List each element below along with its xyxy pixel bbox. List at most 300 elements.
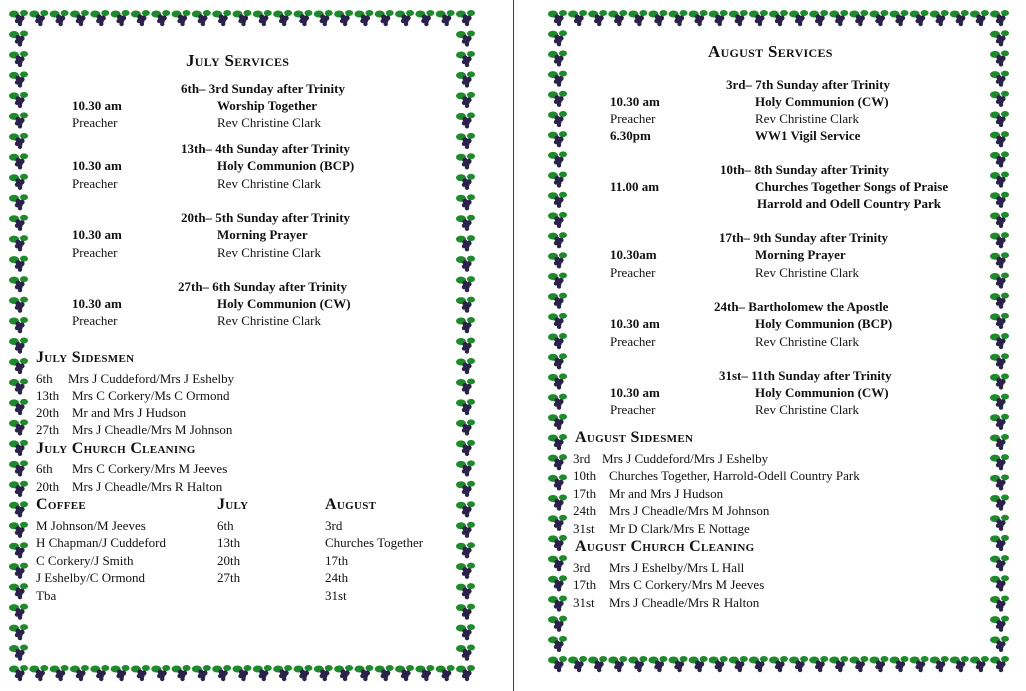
grape-vine-icon [253,10,272,26]
preacher-label: Preacher [610,402,656,417]
sidesmen-names: Mr D Clark/Mrs E Nottage [609,521,750,536]
grape-vine-icon [70,665,89,681]
service-date: 6th– 3rd Sunday after Trinity [181,81,345,96]
coffee-names: M Johnson/M Jeeves [36,518,146,533]
grape-vine-icon [869,656,888,672]
service-name: Morning Prayer [755,247,846,262]
grape-vine-icon [669,10,688,26]
grape-vine-icon [456,235,475,251]
grape-vine-icon [456,153,475,169]
grape-vine-icon [890,10,909,26]
grape-vine-icon [548,474,567,490]
page-divider [513,0,514,691]
grape-vine-icon [212,10,231,26]
service-date: 31st– 11th Sunday after Trinity [719,368,892,383]
coffee-july-date: 13th [217,535,241,550]
grape-vine-icon [253,665,272,681]
grape-vine-icon [990,434,1009,450]
coffee-july-header: July [217,496,249,513]
grape-vine-icon [890,656,909,672]
grape-vine-icon [689,10,708,26]
august-page [516,0,1026,691]
grape-vine-icon [990,595,1009,611]
grape-vine-icon [910,656,929,672]
sidesmen-day: 31st [573,521,595,536]
service-name: Holy Communion (BCP) [755,316,893,331]
grape-vine-icon [456,71,475,87]
preacher-name: Rev Christine Clark [217,115,321,130]
grape-vine-icon [548,353,567,369]
grape-vine-icon [990,71,1009,87]
service-time: 6.30pm [610,128,651,143]
grape-vine-icon [456,481,475,497]
grape-vine-icon [548,515,567,531]
service-time: 10.30 am [610,316,660,331]
grape-vine-icon [29,10,48,26]
service-name: Churches Together Songs of Praise [755,179,949,194]
grape-vine-icon [456,51,475,67]
service-time: 11.00 am [610,179,660,194]
sidesmen-names: Mrs J Cheadle/Mrs M Johnson [609,503,770,518]
grape-vine-icon [990,272,1009,288]
grape-vine-icon [849,10,868,26]
grape-vine-icon [456,522,475,538]
service-time: 10.30 am [72,227,122,242]
coffee-july-date: 20th [217,553,241,568]
grape-vine-icon [456,665,475,681]
grape-vine-icon [456,297,475,313]
grape-vine-icon [314,10,333,26]
grape-vine-icon [9,624,28,640]
grape-vine-icon [456,460,475,476]
grape-vine-icon [293,665,312,681]
grape-vine-icon [970,10,989,26]
grape-vine-icon [9,153,28,169]
grape-vine-icon [456,378,475,394]
sidesmen-day: 17th [573,486,597,501]
grape-vine-icon [990,151,1009,167]
grape-vine-icon [456,215,475,231]
coffee-august-date: 3rd [325,518,343,533]
grape-vine-icon [456,604,475,620]
preacher-name: Rev Christine Clark [755,334,859,349]
grape-vine-icon [9,235,28,251]
grape-vine-icon [990,474,1009,490]
coffee-august-header: August [325,496,377,513]
grape-vine-icon [9,215,28,231]
sidesmen-day: 24th [573,503,597,518]
preacher-name: Rev Christine Clark [755,402,859,417]
grape-vine-icon [628,656,647,672]
preacher-label: Preacher [610,334,656,349]
grape-vine-icon [548,71,567,87]
service-time: 10.30am [610,247,657,262]
august-cleaning-title: August Church Cleaning [575,538,755,555]
grape-vine-icon [334,10,353,26]
july-sidesmen-title: July Sidesmen [36,349,135,366]
grape-vine-icon [456,30,475,46]
grape-vine-icon [334,665,353,681]
grape-vine-icon [151,665,170,681]
grape-vine-icon [9,194,28,210]
service-location: Harrold and Odell Country Park [757,196,941,211]
grape-vine-icon [233,10,252,26]
grape-vine-icon [456,256,475,272]
grape-vine-icon [990,656,1009,672]
grape-vine-icon [930,656,949,672]
grape-vine-icon [456,317,475,333]
service-name: Holy Communion (CW) [755,385,889,400]
grape-vine-icon [9,256,28,272]
service-time: 10.30 am [72,296,122,311]
grape-vine-icon [548,595,567,611]
sidesmen-day: 6th [36,371,53,386]
grape-vine-icon [131,665,150,681]
service-date: 27th– 6th Sunday after Trinity [178,279,348,294]
grape-vine-icon [990,10,1009,26]
grape-vine-icon [849,656,868,672]
grape-vine-icon [568,656,587,672]
service-name: Holy Communion (CW) [755,94,889,109]
grape-vine-icon [456,624,475,640]
coffee-july-date: 27th [217,570,241,585]
grape-vine-icon [90,665,109,681]
grape-vine-icon [950,656,969,672]
grape-vine-icon [456,92,475,108]
grape-vine-icon [608,10,627,26]
grape-vine-icon [436,10,455,26]
grape-vine-icon [990,252,1009,268]
service-date: 20th– 5th Sunday after Trinity [181,210,351,225]
july-page [0,0,512,691]
coffee-august-date: Churches Together [325,535,424,550]
grape-vine-icon [568,10,587,26]
grape-vine-icon [548,313,567,329]
service-name: Morning Prayer [217,227,308,242]
grape-vine-icon [548,373,567,389]
service-time: 10.30 am [610,94,660,109]
service-date: 13th– 4th Sunday after Trinity [181,141,351,156]
grape-vine-icon [9,71,28,87]
grape-vine-icon [9,645,28,661]
grape-vine-icon [111,10,130,26]
preacher-label: Preacher [610,111,656,126]
grape-vine-icon [628,10,647,26]
grape-vine-icon [548,394,567,410]
service-time: 10.30 am [72,158,122,173]
grape-vine-icon [548,636,567,652]
grape-vine-icon [548,50,567,66]
grape-vine-icon [456,194,475,210]
grape-vine-icon [151,10,170,26]
preacher-label: Preacher [72,245,118,260]
grape-vine-icon [990,394,1009,410]
preacher-label: Preacher [610,265,656,280]
grape-vine-icon [729,656,748,672]
grape-vine-icon [548,454,567,470]
grape-vine-icon [9,297,28,313]
grape-vine-icon [608,656,627,672]
grape-vine-icon [990,414,1009,430]
grape-vine-icon [9,604,28,620]
coffee-names: J Eshelby/C Ormond [36,570,146,585]
grape-vine-icon [990,232,1009,248]
grape-vine-icon [9,10,28,26]
sidesmen-names: Mr and Mrs J Hudson [72,405,187,420]
service-name: Holy Communion (BCP) [217,158,355,173]
grape-vine-icon [829,656,848,672]
grape-vine-icon [172,665,191,681]
grape-vine-icon [548,30,567,46]
grape-vine-icon [192,665,211,681]
grape-vine-icon [548,535,567,551]
grape-vine-icon [395,665,414,681]
service-date: 24th– Bartholomew the Apostle [714,299,889,314]
grape-vine-icon [669,656,688,672]
july-services-title: July Services [186,51,290,70]
service-name: Holy Communion (CW) [217,296,351,311]
grape-vine-icon [548,10,567,26]
grape-vine-icon [50,665,69,681]
cleaning-names: Mrs C Corkery/Mrs M Jeeves [72,461,228,476]
grape-vine-icon [548,212,567,228]
service-time: 10.30 am [72,98,122,113]
preacher-label: Preacher [72,313,118,328]
grape-vine-icon [415,665,434,681]
grape-vine-icon [9,133,28,149]
coffee-july-date: 6th [217,518,234,533]
grape-vine-icon [990,515,1009,531]
grape-vine-icon [548,131,567,147]
service-date: 10th– 8th Sunday after Trinity [720,162,890,177]
grape-vine-icon [648,10,667,26]
grape-vine-icon [456,10,475,26]
grape-vine-icon [456,440,475,456]
grape-vine-icon [9,583,28,599]
grape-vine-icon [990,373,1009,389]
grape-vine-icon [436,665,455,681]
grape-vine-icon [990,333,1009,349]
grape-vine-icon [9,440,28,456]
grape-vine-icon [548,232,567,248]
grape-vine-icon [9,317,28,333]
grape-vine-icon [990,293,1009,309]
grape-vine-icon [970,656,989,672]
grape-vine-icon [990,212,1009,228]
coffee-august-date: 24th [325,570,349,585]
grape-vine-icon [990,495,1009,511]
cleaning-day: 20th [36,479,60,494]
august-services-title: August Services [708,42,833,61]
grape-vine-icon [131,10,150,26]
grape-vine-icon [990,575,1009,591]
cleaning-names: Mrs J Eshelby/Mrs L Hall [609,560,745,575]
preacher-name: Rev Christine Clark [217,176,321,191]
grape-vine-icon [9,174,28,190]
grape-vine-icon [990,172,1009,188]
grape-vine-icon [769,10,788,26]
grape-vine-icon [9,338,28,354]
grape-vine-icon [9,51,28,67]
grape-vine-icon [548,293,567,309]
grape-vine-icon [809,10,828,26]
grape-vine-icon [990,454,1009,470]
grape-vine-icon [990,111,1009,127]
cleaning-names: Mrs J Cheadle/Mrs R Halton [609,595,760,610]
grape-vine-icon [990,353,1009,369]
grape-vine-icon [9,522,28,538]
grape-vine-icon [9,460,28,476]
grape-vine-icon [990,131,1009,147]
grape-vine-icon [809,656,828,672]
grape-vine-icon [9,276,28,292]
grape-vine-icon [9,378,28,394]
grape-vine-icon [9,501,28,517]
preacher-label: Preacher [72,176,118,191]
grape-vine-icon [648,656,667,672]
grape-vine-icon [233,665,252,681]
grape-vine-icon [548,575,567,591]
grape-vine-icon [990,313,1009,329]
grape-vine-icon [314,665,333,681]
grape-vine-icon [588,656,607,672]
grape-vine-icon [548,151,567,167]
grape-vine-icon [548,111,567,127]
grape-vine-icon [354,665,373,681]
grape-vine-icon [456,542,475,558]
cleaning-names: Mrs J Cheadle/Mrs R Halton [72,479,223,494]
cleaning-day: 3rd [573,560,591,575]
cleaning-names: Mrs C Corkery/Mrs M Jeeves [609,577,765,592]
grape-vine-icon [456,645,475,661]
grape-vine-icon [456,419,475,435]
grape-vine-icon [749,656,768,672]
grape-vine-icon [548,616,567,632]
grape-vine-icon [456,133,475,149]
preacher-name: Rev Christine Clark [217,245,321,260]
grape-vine-icon [990,192,1009,208]
preacher-name: Rev Christine Clark [217,313,321,328]
grape-vine-icon [375,665,394,681]
grape-vine-icon [990,91,1009,107]
grape-vine-icon [789,10,808,26]
august-sidesmen-title: August Sidesmen [575,429,694,446]
coffee-names: H Chapman/J Cuddeford [36,535,166,550]
preacher-label: Preacher [72,115,118,130]
grape-vine-icon [456,174,475,190]
grape-vine-icon [172,10,191,26]
grape-vine-icon [769,656,788,672]
grape-vine-icon [456,112,475,128]
service-date: 3rd– 7th Sunday after Trinity [726,77,890,92]
grape-vine-icon [709,10,728,26]
grape-vine-icon [456,563,475,579]
grape-vine-icon [9,481,28,497]
coffee-names: C Corkery/J Smith [36,553,134,568]
grape-vine-icon [293,10,312,26]
grape-vine-icon [548,656,567,672]
cleaning-day: 31st [573,595,595,610]
grape-vine-icon [869,10,888,26]
grape-vine-icon [548,272,567,288]
grape-vine-icon [456,399,475,415]
coffee-names: Tba [36,588,57,603]
service-time: 10.30 am [610,385,660,400]
grape-vine-icon [354,10,373,26]
grape-vine-icon [749,10,768,26]
grape-vine-icon [548,333,567,349]
grape-vine-icon [395,10,414,26]
grape-vine-icon [456,501,475,517]
grape-vine-icon [212,665,231,681]
coffee-august-date: 31st [325,588,347,603]
grape-vine-icon [50,10,69,26]
grape-vine-icon [548,434,567,450]
sidesmen-day: 3rd [573,451,591,466]
preacher-name: Rev Christine Clark [755,111,859,126]
preacher-name: Rev Christine Clark [755,265,859,280]
sidesmen-names: Churches Together, Harrold-Odell Country Park [609,468,860,483]
grape-vine-icon [588,10,607,26]
grape-vine-icon [456,583,475,599]
grape-vine-icon [29,665,48,681]
grape-vine-icon [990,30,1009,46]
grape-vine-icon [729,10,748,26]
grape-vine-icon [829,10,848,26]
grape-vine-icon [9,419,28,435]
sidesmen-names: Mr and Mrs J Hudson [609,486,724,501]
sidesmen-day: 20th [36,405,60,420]
grape-vine-icon [548,192,567,208]
grape-vine-icon [990,535,1009,551]
sidesmen-day: 27th [36,422,60,437]
grape-vine-icon [990,616,1009,632]
grape-vine-icon [456,338,475,354]
grape-vine-icon [789,656,808,672]
grape-vine-icon [415,10,434,26]
grape-vine-icon [9,358,28,374]
cleaning-day: 17th [573,577,597,592]
grape-vine-icon [192,10,211,26]
sidesmen-names: Mrs J Cuddeford/Mrs J Eshelby [602,451,769,466]
grape-vine-icon [709,656,728,672]
grape-vine-icon [9,399,28,415]
service-name: Worship Together [217,98,318,113]
sidesmen-day: 10th [573,468,597,483]
grape-vine-icon [548,91,567,107]
grape-vine-icon [548,555,567,571]
sidesmen-day: 13th [36,388,60,403]
grape-vine-icon [375,10,394,26]
grape-vine-icon [90,10,109,26]
cleaning-day: 6th [36,461,53,476]
grape-vine-icon [273,665,292,681]
grape-vine-icon [990,636,1009,652]
grape-vine-icon [548,414,567,430]
grape-vine-icon [548,252,567,268]
grape-vine-icon [930,10,949,26]
grape-vine-icon [9,112,28,128]
grape-vine-icon [689,656,708,672]
grape-vine-icon [70,10,89,26]
grape-vine-icon [456,358,475,374]
grape-vine-icon [273,10,292,26]
grape-vine-icon [990,555,1009,571]
coffee-august-date: 17th [325,553,349,568]
grape-vine-icon [9,92,28,108]
grape-vine-icon [9,542,28,558]
sidesmen-names: Mrs J Cheadle/Mrs M Johnson [72,422,233,437]
